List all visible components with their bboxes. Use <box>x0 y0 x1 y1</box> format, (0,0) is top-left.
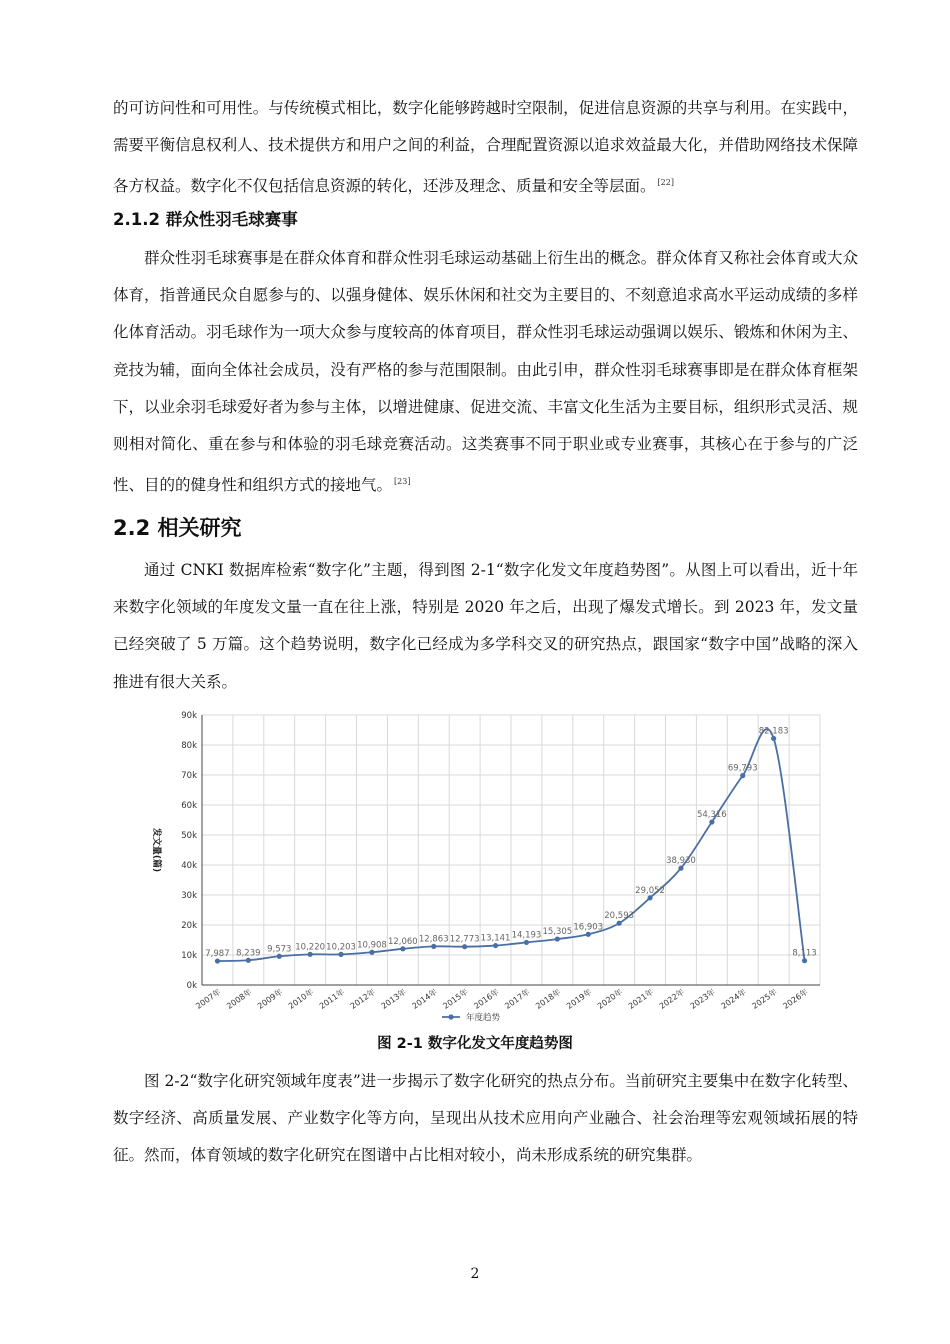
y-tick-label: 90k <box>181 711 197 721</box>
x-tick-label: 2014年 <box>410 987 439 1011</box>
data-label: 14,193 <box>511 930 542 941</box>
x-tick-label: 2009年 <box>256 987 285 1011</box>
data-point <box>586 932 591 937</box>
data-label: 38,930 <box>666 856 696 867</box>
data-label: 8,239 <box>236 948 261 959</box>
x-tick-label: 2007年 <box>194 987 223 1011</box>
data-point <box>462 944 467 949</box>
data-point <box>277 954 282 959</box>
section-heading-2-1-2: 2.1.2 群众性羽毛球赛事 <box>113 210 298 229</box>
paragraph-continuation <box>113 90 858 206</box>
x-tick-label: 2010年 <box>286 987 316 1011</box>
trend-line-chart <box>140 705 830 1027</box>
data-label: 7,987 <box>205 949 230 960</box>
paragraph-text: 群众性羽毛球赛事是在群众体育和群众性羽毛球运动基础上衍生出的概念。群众体育又称社会体育或大众体育，指普通民众自愿参与的、以强身健体、娱乐休闲和社交为主要目的、不刻意追求高水平运动成绩的多样化体育活动。羽毛球作为一项大众参与度较高的体育项目，群众性羽毛球运动强调以娱乐、锻炼和休闲为主、竞技为辅，面向全体社会成员，没有严格的参与范围限制。由此引申，群众性羽毛球赛事即是在群众体育框架下，以业余羽毛球爱好者为参与主体，以增进健康、促进交流、丰富文化生活为主要目标，组织形式灵活、规则相对简化、重在参与和体验的羽毛球竞赛活动。这类赛事不同于职业或专业赛事，其核心在于参与的广泛性、目的的健身性和组织方式的接地气。 <box>113 249 858 495</box>
data-point <box>802 958 807 963</box>
data-label: 20,593 <box>604 911 635 922</box>
x-tick-label: 2008年 <box>225 987 254 1011</box>
data-point <box>308 952 313 957</box>
data-point <box>771 736 776 741</box>
paragraph-text: 的可访问性和可用性。与传统模式相比，数字化能够跨越时空限制，促进信息资源的共享与利用。在实践中，需要平衡信息权利人、技术提供方和用户之间的利益，合理配置资源以追求效益最大化，并借助网络技术保障各方权益。数字化不仅包括信息资源的转化，还涉及理念、质量和安全等层面。 <box>113 99 858 196</box>
section-heading-2-2: 2.2 相关研究 <box>113 516 242 540</box>
x-tick-label: 2012年 <box>348 987 378 1011</box>
data-point <box>246 958 251 963</box>
y-tick-label: 60k <box>181 801 197 811</box>
data-label: 29,052 <box>635 885 665 896</box>
y-tick-label: 50k <box>181 831 197 841</box>
y-tick-label: 30k <box>181 891 197 901</box>
data-label: 13,141 <box>480 933 511 944</box>
data-point <box>215 958 220 963</box>
x-tick-label: 2013年 <box>379 987 408 1011</box>
data-label: 10,203 <box>326 942 356 953</box>
x-tick-label: 2017年 <box>503 987 532 1011</box>
data-point <box>678 866 683 871</box>
paragraph-mass-badminton <box>113 240 858 505</box>
data-point <box>709 819 714 824</box>
data-label: 12,863 <box>418 934 449 945</box>
x-tick-label: 2011年 <box>317 987 347 1011</box>
data-label: 16,903 <box>573 922 604 933</box>
y-tick-label: 80k <box>181 741 197 751</box>
x-tick-label: 2019年 <box>565 987 594 1011</box>
data-label: 15,305 <box>542 927 573 938</box>
x-tick-label: 2025年 <box>750 987 779 1011</box>
figure-caption: 图 2-1 数字化发文年度趋势图 <box>377 1036 573 1052</box>
data-point <box>369 950 374 955</box>
legend-label: 年度趋势 <box>466 1013 501 1023</box>
data-label: 54,316 <box>696 810 727 821</box>
citation-22: [22] <box>657 178 674 188</box>
y-tick-label: 20k <box>181 921 197 931</box>
data-point <box>524 940 529 945</box>
paragraph-related-research: 通过 CNKI 数据库检索“数字化”主题，得到图 2-1“数字化发文年度趋势图”。从图上可以看出，近十年来数字化领域的年度发文量一直在往上涨，特别是 2020 年之后，出现了爆发式增长。到 2023 年，发文量已经突破了 5 万篇。这个趋势说明，数字化已经成为多学科交叉的研究热点，跟国家“数字中国”战略的深入推进有很大关系。 <box>113 561 858 691</box>
x-tick-label: 2016年 <box>472 987 501 1011</box>
data-point <box>555 936 560 941</box>
data-label: 69,793 <box>727 763 758 774</box>
data-point <box>647 895 652 900</box>
x-tick-label: 2024年 <box>719 987 748 1011</box>
citation-23: [23] <box>394 477 411 487</box>
data-point <box>740 773 745 778</box>
data-point <box>493 943 498 948</box>
x-tick-label: 2021年 <box>626 987 656 1011</box>
x-tick-label: 2015年 <box>441 987 470 1011</box>
y-tick-label: 10k <box>181 951 197 961</box>
data-label: 10,220 <box>295 942 326 953</box>
y-tick-label: 40k <box>181 861 197 871</box>
y-tick-label: 0k <box>186 981 197 991</box>
x-tick-label: 2018年 <box>534 987 563 1011</box>
x-tick-label: 2020年 <box>595 987 625 1011</box>
data-label: 9,573 <box>267 944 292 955</box>
y-axis-label: 发文量(篇) <box>151 827 161 873</box>
data-label: 8,113 <box>792 948 817 959</box>
x-tick-label: 2023年 <box>688 987 717 1011</box>
page-number: 2 <box>470 1266 480 1282</box>
data-label: 12,060 <box>387 936 418 947</box>
paragraph-research-fields: 图 2-2“数字化研究领域年度表”进一步揭示了数字化研究的热点分布。当前研究主要集中在数字化转型、数字经济、高质量发展、产业数字化等方向，呈现出从技术应用向产业融合、社会治理等宏观领域拓展的特征。然而，体育领域的数字化研究在图谱中占比相对较小，尚未形成系统的研究集群。 <box>113 1072 858 1165</box>
data-label: 82,183 <box>758 726 789 737</box>
x-tick-label: 2022年 <box>657 987 687 1011</box>
legend-marker <box>448 1014 453 1019</box>
data-point <box>431 944 436 949</box>
data-label: 12,773 <box>449 934 480 945</box>
data-point <box>338 952 343 957</box>
data-point <box>617 921 622 926</box>
x-tick-label: 2026年 <box>781 987 810 1011</box>
data-point <box>400 946 405 951</box>
y-tick-label: 70k <box>181 771 197 781</box>
data-label: 10,908 <box>357 940 387 951</box>
